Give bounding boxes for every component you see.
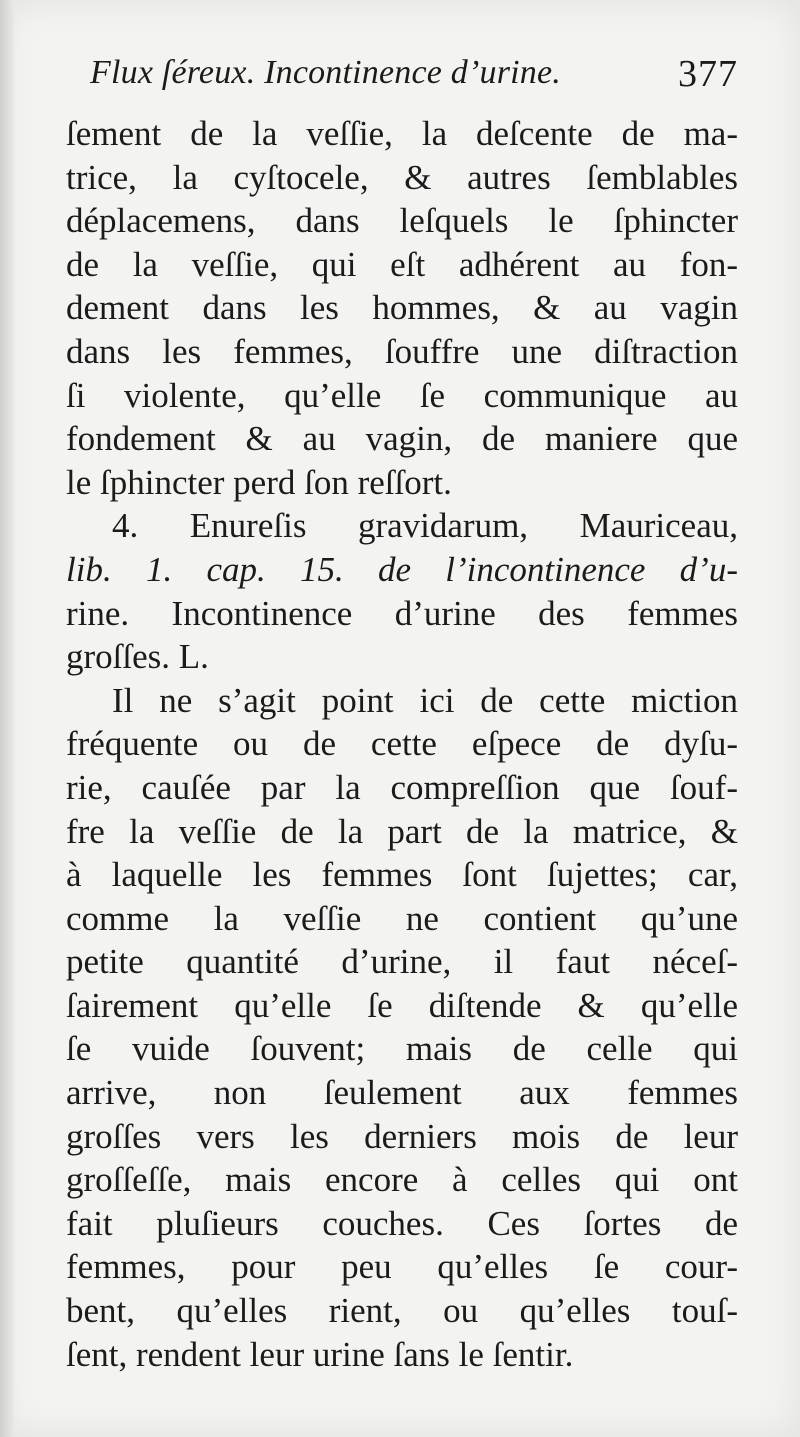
paragraph-start-line: Il ne s’agit point ici de cette miction <box>112 680 738 720</box>
text-line: ſi violente, qu’elle ſe communique au <box>66 375 738 415</box>
entry-heading-line: 4. Enureſis gravidarum, Mauriceau, <box>112 506 738 546</box>
text-line: fréquente ou de cette eſpece de dyſu- <box>66 724 738 764</box>
page-text <box>66 52 738 1376</box>
text-line: dement dans les hommes, & au vagin <box>66 288 738 328</box>
text-line: à laquelle les femmes ſont ſujettes; car, <box>66 855 738 895</box>
text-line: groſſes. L. <box>66 637 209 677</box>
text-line: fondement & au vagin, de maniere que <box>66 419 738 459</box>
text-line: fait pluſieurs couches. Ces ſortes de <box>66 1203 738 1243</box>
text-line: le ſphincter perd ſon reſſort. <box>66 462 452 502</box>
citation-line: lib. 1. cap. 15. de l’incontinence d’u- <box>66 549 738 589</box>
text-line: petite quantité d’urine, il faut néceſ- <box>66 942 738 982</box>
text-line: fre la veſſie de la part de la matrice, & <box>66 811 738 851</box>
text-line: dans les femmes, ſouffre une diſtraction <box>66 331 738 371</box>
text-line: groſſeſſe, mais encore à celles qui ont <box>66 1160 738 1200</box>
text-line: ſent, rendent leur urine ſans le ſentir. <box>66 1334 574 1374</box>
page-number: 377 <box>678 53 738 95</box>
text-line: ſe vuide ſouvent; mais de celle qui <box>66 1029 738 1069</box>
text-line: déplacemens, dans leſquels le ſphincter <box>66 201 738 241</box>
text-line: de la veſſie, qui eſt adhérent au fon- <box>66 244 738 284</box>
text-line: comme la veſſie ne contient qu’une <box>66 898 738 938</box>
text-line: ſement de la veſſie, la deſcente de ma- <box>66 114 738 153</box>
text-line: ſairement qu’elle ſe diſtende & qu’elle <box>66 985 738 1025</box>
page-gutter-shadow <box>0 0 14 1437</box>
text-line: groſſes vers les derniers mois de leur <box>66 1116 738 1156</box>
text-line: bent, qu’elles rient, ou qu’elles touſ- <box>66 1291 738 1331</box>
text-line: arrive, non ſeulement aux femmes <box>66 1073 738 1113</box>
running-header <box>66 52 738 112</box>
text-line: trice, la cyſtocele, & autres ſemblables <box>66 157 738 197</box>
text-line: femmes, pour peu qu’elles ſe cour- <box>66 1247 738 1287</box>
text-line: rie, cauſée par la compreſſion que ſouf- <box>66 767 738 807</box>
text-line: rine. Incontinence d’urine des femmes <box>66 593 738 633</box>
running-title: Flux ſéreux. Incontinence d’urine. <box>90 54 561 91</box>
